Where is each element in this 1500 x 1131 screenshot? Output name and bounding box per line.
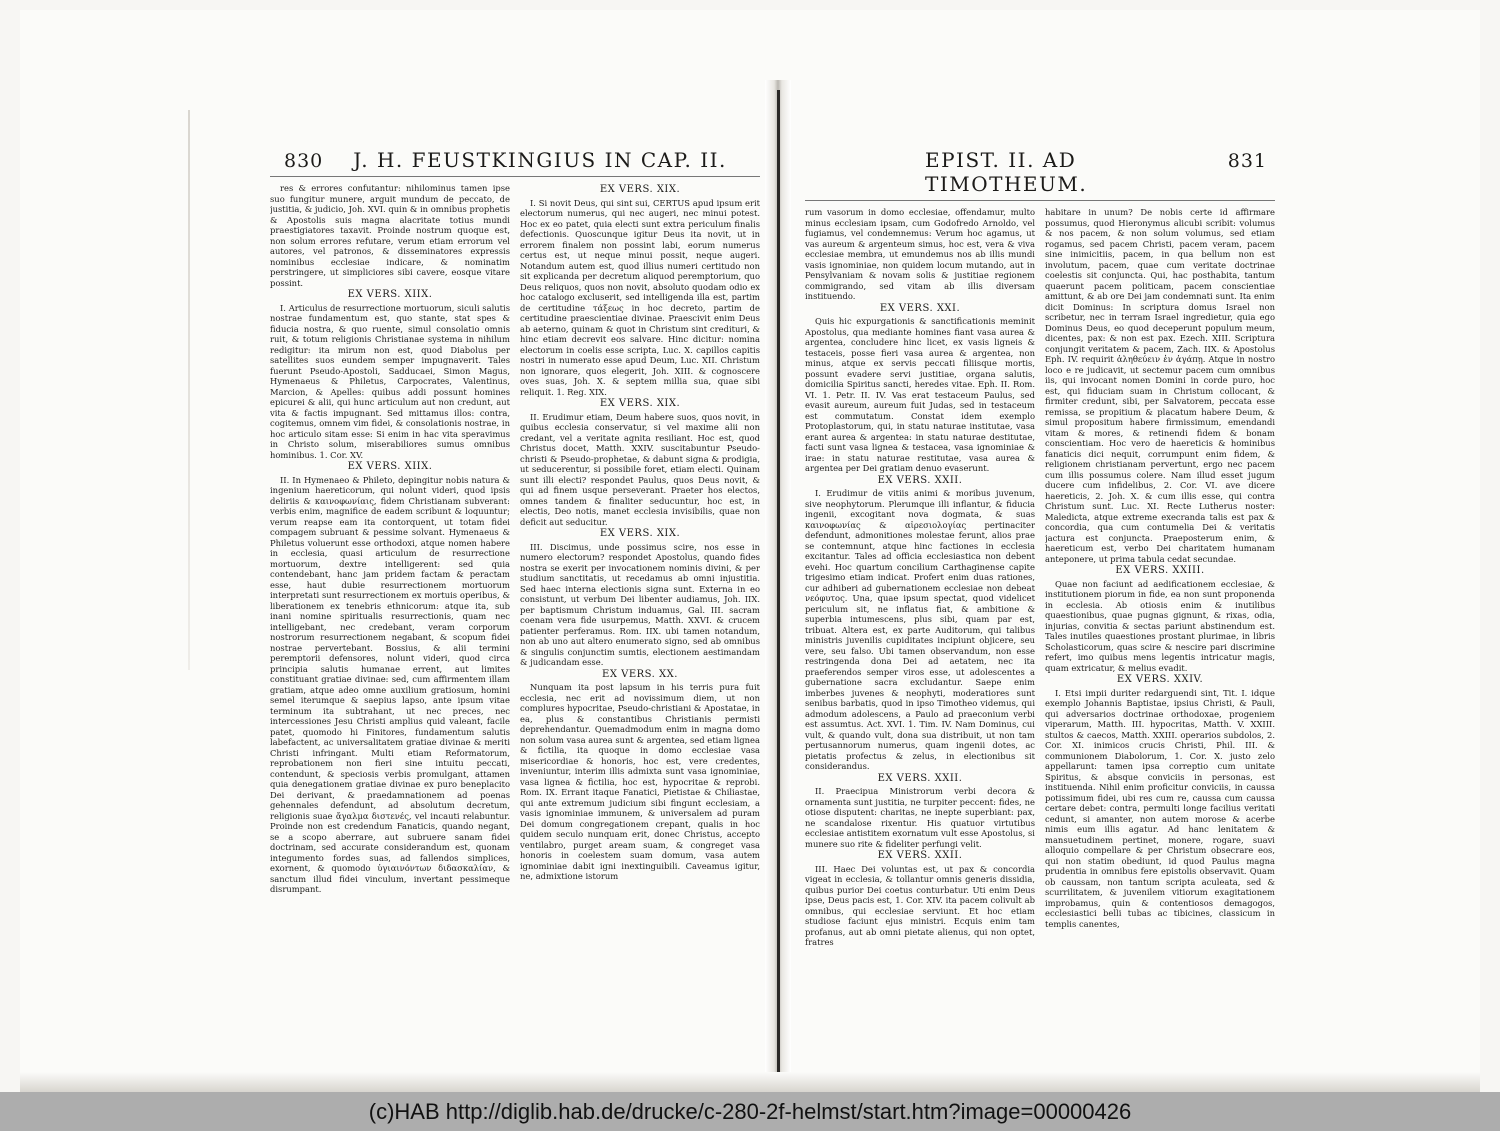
right-page (805, 148, 1275, 949)
section-heading: EX VERS. XIX. (599, 528, 681, 539)
book-spread (20, 10, 1480, 1092)
gutter-fold (777, 90, 780, 1090)
body-paragraph: I. Articulus de resurrectione mortuorum, siculi salutis nostrae fundamentum est, quo stante, stat spes & fiducia nostra, & quo ruente, simul consolatio omnis ruit, & totum religionis Christianae systema in nihilum redigitur: ita mirum non est, quod Diabolus per satellites suos eundem semper impugnaverit. Tales fuerunt Pseudo-Apostoli, Sadducaei, Simon Magus, Hymenaeus & Philetus, Carpocrates, Valentinus, Marcion, & Apelles: quibus addi possunt homines epicurei & alii, qui hunc articulum aut non credunt, aut vita & factis impugnant. Sed mittamus illos: contra, cogitemus, omnem vim fidei, & consolationis nostrae, in hoc articulo sitam esse: Si enim in hac vita speravimus in Christo solum, miserabiliores sumus omnibus hominibus. 1. Cor. XV. (270, 302, 510, 460)
left-running-head (270, 148, 760, 177)
left-page (270, 148, 760, 896)
right-column-2 (1045, 207, 1275, 949)
page-bottom-shadow (20, 1072, 1480, 1092)
right-page-number: 831 (1227, 150, 1267, 172)
section-heading: EX VERS. XXI. (879, 302, 961, 314)
left-page-columns (270, 183, 760, 896)
left-column-1 (270, 183, 510, 896)
body-paragraph: III. Haec Dei voluntas est, ut pax & concordia vigeat in ecclesia, & tollantur omnis generis dissidia, quibus purior Dei coetus conturbatur. Uti enim Deus ipse, Deus pacis est, 1. Cor. XIV. ita pacem colivult ab omnibus, qui ecclesiae serviunt. Et hoc etiam studiose faciunt ejus ministri. Ecquis enim tam profanus, aut ab omni pietate alienus, qui non optet, fratres (805, 863, 1035, 947)
section-heading: EX VERS. XIX. (599, 398, 681, 409)
body-paragraph: I. Etsi impii duriter redarguendi sint, Tit. I. idque exemplo Johannis Baptistae, ipsius Christi, & Pauli, qui adversarios doctrinae orthodoxae, progeniem viperarum, Matth. III. hypocritas, Matth. V. XXIII. stultos & caecos, Matth. XXIII. operarios subdolos, 2. Cor. XI. inimicos crucis Christi, Phil. III. & communionem Diabolorum, 1. Cor. X. justo zelo appellarunt: tamen ipsa correptio cum unitate Spiritus, & absque conviciis in personas, est instituenda. Nihil enim proficitur conviciis, in caussa potissimum fidei, ubi res cum re, caussa cum caussa certare debet: contra, permulti longe facilius veritati cedunt, si amanter, non autem morose & acerbe nimis eum illis agatur. Ad hanc lenitatem & mansuetudinem pertinet, monere, rogare, suavi alloquio compellare & per Christum obsecrare eos, qui non statim obediunt, id quod Paulus magna prudentia in omnibus fere epistolis observavit. Quam ob caussam, non tantum scripta aculeata, sed & scurrilitatem, & juvenilem vitiorum exagitationem improbamus, quin & contentiosos demagogos, ecclesiastici belli tubas ac tibicines, classicum in templis canentes, (1045, 687, 1275, 929)
body-paragraph: habitare in unum? De nobis certe id affirmare possumus, quod Hieronymus alicubi scribit: volumus & nos pacem, & non solum volumus, sed etiam rogamus, sed pacem Christi, pacem veram, pacem sine inimicitiis, pacem, in qua bellum non est involutum, pacem, quae cum veritate doctrinae coelestis sit conjuncta. Qui, hac posthabita, tantum quaerunt pacem politicam, pacem conscientiae amittunt, & ab ore Dei jam condemnati sunt. Ita enim dicit Dominus: In scriptura domus Israel non scribetur, nec in terram Israel ingredietur, quia ego Dominus Deus, eo quod deceperunt populum meum, dicentes, pax: & non est pax. Ezech. XIII. Scriptura conjungit veritatem & pacem, Zach. IIX. & Apostolus Eph. IV. requirit ἀληθεύειν ἐν ἀγάπῃ. Atque in nostro loco e re judicavit, ut sectemur pacem cum omnibus iis, qui invocant nomen Domini in corde puro, hoc est, qui fiduciam suam in Christum collocant, & firmiter credunt, sibi, per Salvatorem, peccata esse remissa, se propitium & placatum habere Deum, & simul propositum habere firmissimum, emendandi vitam & mores, & retinendi fidem & bonam conscientiam. Hoc vero de haereticis & hominibus fanaticis dici nequit, corrumpunt enim fidem, & religionem christianam pervertunt, ergo nec pacem cum illis possumus colere. Nam illud esset jugum ducere cum infidelibus, 2. Cor. VI. ave dicere haereticis, 2. Joh. X. & cum illis esse, qui contra Christum sunt. Luc. XI. Recte Lutherus noster: Maledicta, atque extreme execranda talis est pax & concordia, qua cum contumelia Dei & veritatis jactura est conjuncta. Praeposterum enim, & haereticum est, verbo Dei charitatem humanam anteponere, ut prima tabula cedat secundae. (1045, 207, 1275, 564)
section-heading: EX VERS. XXII. (877, 850, 963, 861)
right-running-title: EPIST. II. AD TIMOTHEUM. (925, 148, 1088, 196)
body-paragraph: rum vasorum in domo ecclesiae, offendamur, multo minus ecclesiam ipsam, cum Godofredo Arnoldo, vel fugiamus, vel condemnemus: Verum hoc agamus, ut vas aureum & argenteum simus, hoc est, vera & viva ecclesiae membra, ut emundemus nos ab illis mundi vasis ignominiae, non quidem locum mutando, aut in Pensylvaniam & novam solis & justitiae regionem commigrando, sed vitam ab illis diversam instituendo. (805, 207, 1035, 301)
left-column-2 (520, 183, 760, 896)
body-paragraph: Nunquam ita post lapsum in his terris pura fuit ecclesia, nec erit ad novissimum diem, ut non complures hypocritae, Pseudo-christiani & Apostatae, in ea, plus & constantibus Christianis permisti deprehendantur. Quemadmodum enim in magna domo non solum vasa aurea sunt & argentea, sed etiam lignea & fictilia, ita quoque in domo ecclesiae vasa misericordiae & honoris, hoc est, vere credentes, inveniuntur, interim illis admixta sunt vasa ignominiae, vasa lignea & fictilia, hoc est, hypocritae & reprobi. Rom. IX. Errant itaque Fanatici, Pietistae & Chiliastae, qui ante extremum judicium sibi fingunt ecclesiam, a vasis ignominiae immunem, & universalem ad puram Dei domum congregationem crepant, qualis in hoc quidem seculo nunquam erit, donec Christus, accepto ventilabro, purget aream suam, & congreget vasa honoris in coelestem suam domum, vasa autem ignominiae dabit igni inextinguibili. Caveamus igitur, ne, admixtione istorum (520, 682, 760, 881)
credit-text: (c)HAB http://diglib.hab.de/drucke/c-280-2f-helmst/start.htm?image=00000426 (368, 1098, 1132, 1124)
body-paragraph: res & errores confutantur: nihilominus tamen ipse suo fungitur munere, arguit mundum de peccato, de justitia, & judicio, Joh. XVI. quin & in omnibus prophetis & Apostolis suis magna alacritate totius mundi praestigiatores taxavit. Proinde nostrum quoque est, non solum errores refutare, verum etiam errorum vel autores, vel patronos, & disseminatores expressis nominibus ecclesiae indicare, & nominatim perstringere, ut simpliciores sibi cavere, eosque vitare possint. (270, 183, 510, 288)
right-running-head (805, 148, 1275, 201)
copyright-credit-bar (0, 1092, 1500, 1131)
section-heading: EX VERS. XXII. (877, 772, 963, 784)
right-page-columns (805, 207, 1275, 949)
left-running-title: J. H. FEUSTKINGIUS IN CAP. II. (353, 148, 727, 172)
body-paragraph: Quae non faciunt ad aedificationem ecclesiae, & institutionem piorum in fide, ea non sunt proponenda in ecclesia. Ab otiosis enim & inutilibus quaestionibus, quae pugnas gignunt, & rixas, odia, injurias, convitia & sectas pariunt abstinendum est. Tales inutiles quaestiones prostant plurimae, in libris Scholasticorum, quas scire & nescire pari discrimine refert, imo quibus mens legentis intricatur magis, quam extricatur, & melius evadit. (1045, 578, 1275, 673)
section-heading: EX VERS. XXIII. (1115, 565, 1205, 576)
section-heading: EX VERS. XXIV. (1116, 674, 1204, 685)
page-edge (188, 110, 190, 670)
body-paragraph: Quis hic expurgationis & sanctificationis meminit Apostolus, qua mediante homines fiant vasa aurea & argentea, concludere hinc licet, ex vasis ligneis & testaceis, posse fieri vasa aurea & argentea, non minus, atque ex servis peccati filiisque mortis, possunt evadere servi justitiae, organa salutis, domicilia Spiritus sancti, heredes vitae. Eph. II. Rom. VI. 1. Petr. II. IV. Vas erat testaceum Paulus, sed evasit aureum, aureum fuit Judas, sed in testaceum est commutatum. Constat idem exemplo Protoplastorum, qui, in statu naturae institutae, vasa erant aurea & argentea: in statu naturae destitutae, facti sunt vasa lignea & testacea, vasa ignominiae & irae: in statu naturae restitutae, vasa aurea & argentea per Dei gratiam denuo evaserunt. (805, 316, 1035, 473)
section-heading: EX VERS. XIIX. (347, 289, 433, 300)
section-heading: EX VERS. XIIX. (347, 461, 433, 472)
body-paragraph: III. Discimus, unde possimus scire, nos esse in numero electorum? respondet Apostolus, quando fides nostra se exerit per invocationem nominis divini, & per studium sanctitatis, ut recedamus ab omni injustitia. Sed haec interna electionis signa sunt. Externa in eo consistunt, ut verbum Dei libenter audiamus, Joh. IIX. per baptismum Christum induamus, Gal. III. sacram coenam vera fide usurpemus, Matth. XXVI. & crucem patienter perferamus. Rom. IIX. ubi tamen notandum, non ab uno aut altero enumerato signo, sed ab omnibus & singulis conjunctim sumtis, electionem aestimandam & judicandam esse. (520, 541, 760, 667)
body-paragraph: II. Erudimur etiam, Deum habere suos, quos novit, in quibus ecclesia conservatur, si vel maxime alii non credant, vel a veritate agnita resiliant. Hoc est, quod Christus docet, Matth. XXIV. suscitabuntur Pseudo-christi & Pseudo-prophetae, & dabunt signa & prodigia, ut seducerentur, si possibile foret, etiam electi. Quinam sunt illi electi? respondet Paulus, quos Deus novit, & qui ad finem usque perseverant. Praeter hos electos, omnes tandem & finaliter seducuntur, hoc est, in electis, Deo notis, manet ecclesia invisibilis, quae non deficit aut seducitur. (520, 411, 760, 527)
body-paragraph: II. Praecipua Ministrorum verbi decora & ornamenta sunt justitia, ne turpiter peccent: fides, ne otiose disputent: charitas, ne inepte superbiant: pax, ne scandalose rixentur. His quatuor virtutibus ecclesiae antistitem exornatum vult esse Apostolus, si munere suo rite & fideliter perfungi velit. (805, 786, 1035, 849)
section-heading: EX VERS. XIX. (599, 184, 681, 195)
body-paragraph: II. In Hymenaeo & Phileto, depingitur nobis natura & ingenium haereticorum, qui nolunt videri, quod ipsis deliriis & καινοφωνίαις, fidem Christianam subverant: verbis enim, magnifice de eadem scribunt & loquuntur; verum reapse eam ita contorquent, ut totam fidei compagem subruant & pessime solvant. Hymenaeus & Philetus voluerunt esse orthodoxi, atque nomen habere in ecclesia, quasi articulum de resurrectione mortuorum, dextre intelligerent: sed quia contendebant, hanc jam pridem factam & peractam esse, haut dubie resurrectionem mortuorum interpretati sunt resurrectionem ex mortuis operibus, & liberationem ex tenebris ethnicorum: atque ita, sub inani nomine spiritualis resurrectionis, quam nec intelligebant, nec credebant, veram corporum nostrorum resurrectionem negabant, & scopum fidei nostrae pervertebant. Bossius, & alii termini peremptorii defensores, nolunt videri, quod circa principia salutis humanae errent, aut limites constituant gratiae divinae: sed, cum affirmentem illam gratiam, atque adeo omne auxilium gratiosum, homini semel iterumque & saepius lapso, ante ipsum vitae terminum ita subtrahant, ut nec preces, nec intercessiones Jesu Christi amplius quid valeant, facile patet, quomodo hi Finitores, fundamentum salutis labefactent, ac universalitatem gratiae divinae & meriti Christi infringant. Multi etiam Reformatorum, reprobationem non fieri sine intuitu peccati, contendunt, & speciosis verbis promulgant, attamen quia denegationem gratiae divinae ex puro beneplacito Dei derivant, & praedamnationem ad poenas gehennales defendunt, ad absolutum decretum, religionis suae ἄγαλμα διστενές, vel incauti relabuntur. Proinde non est credendum Fanaticis, quando negant, se a scopo aberrare, aut subruere sanam fidei doctrinam, sed accurate considerandum est, quonam integumento fordes suas, ad fallendos simplices, exornent, & quomodo ὑγιαινόντων διδασκαλίαν, & sanctum illud fidei vinculum, invertant pessimeque disrumpant. (270, 474, 510, 894)
body-paragraph: I. Si novit Deus, qui sint sui, CERTUS apud ipsum erit electorum numerus, qui nec augeri, nec minui potest. Hoc ex eo patet, quia electi sunt extra periculum finalis defectionis. Quoscunque igitur Deus ita novit, ut in errorem finalem non possint labi, eorum numerus certus est, ut neque minui possit, neque augeri. Notandum autem est, quod illius numeri certitudo non sit explicanda per decretum aliquod peremptorium, quo Deus reliquos, quos non novit, absoluto quodam odio ex hoc catalogo excluserit, sed intelligenda illa est, partim de certitudine τάξεως in hoc decreto, partim de certitudine praescientiae divinae. Praescivit enim Deus ab aeterno, quinam & quot in Christum sint credituri, & hinc etiam decrevit eos salvare. Hinc dicitur: nomina electorum in coelis esse scripta, Luc. X. capillos capitis nostri in numerato esse apud Deum, Luc. XII. Christum non ignorare, quos elegerit, Joh. XIII. & cognoscere oves suas, Joh. X. & septem millia sua, quae sibi reliquit. 1. Reg. XIX. (520, 197, 760, 397)
body-paragraph: I. Erudimur de vitiis animi & moribus juvenum, sive neophytorum. Plerumque illi inflantur, & fiducia ingenii, excogitant nova dogmata, & suas καινοφωνίας & αἱρεσιολογίας pertinaciter defendunt, admonitiones molestae ferunt, alios prae se contemnunt, atque hinc factiones in ecclesia excitantur. Tales ad officia ecclesiastica non debent evehi. Hoc quartum concilium Carthaginense capite trigesimo etiam indicat. Profert enim duas rationes, cur adhiberi ad gubernationem ecclesiae non debeat νεόφυτος. Una, quae ipsum spectat, quod videlicet periculum sit, ne inflatus fiat, & ambitione & superbia intumescens, plus sibi, quam par est, tribuat. Altera est, ex parte Auditorum, qui talibus ministris juvenilis cupiditates incipiunt objicere, seu vere, seu falso. Ubi tamen observandum, non esse restringenda dona Dei ad aetatem, nec ita praeferendos semper viros esse, ut adolescentes a gubernatione sacra excludantur. Saepe enim imberbes juvenes & neophyti, moderatiores sunt senibus barbatis, quod in ipso Timotheo videmus, qui admodum adolescens, a Paulo ad praeconium verbi est assumtus. Act. XVI. 1. Tim. IV. Nam Dominus, cui vult, & quando vult, dona sua distribuit, ut non tam pertusannorum numerus, quam ingenii dotes, ac pietatis profectus & zelus, in electionibus sit considerandus. (805, 488, 1035, 771)
left-page-number: 830 (284, 150, 324, 172)
section-heading: EX VERS. XX. (602, 668, 678, 680)
section-heading: EX VERS. XXII. (877, 474, 963, 486)
right-column-1 (805, 207, 1035, 949)
